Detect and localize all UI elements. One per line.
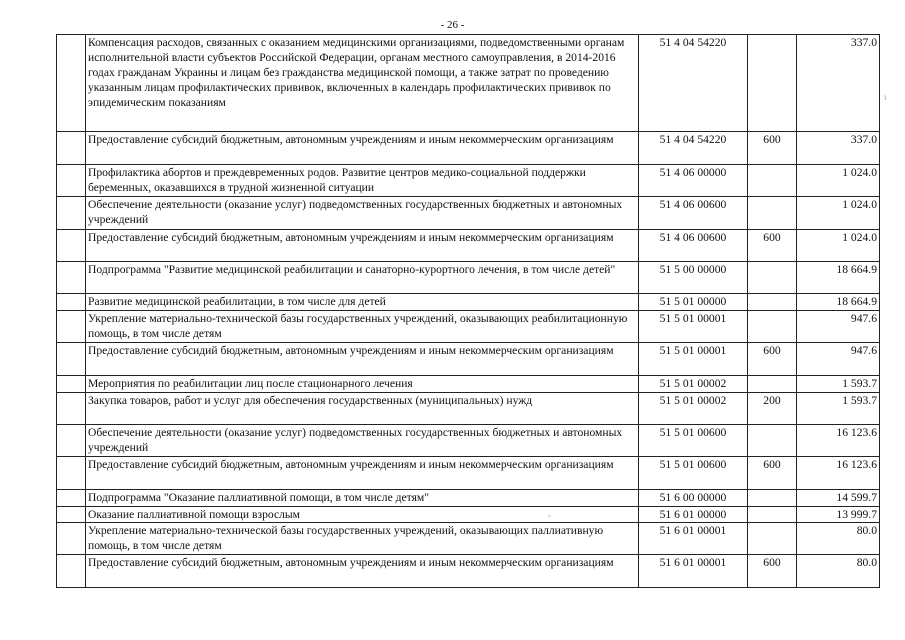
row-marker-cell xyxy=(57,230,86,262)
row-sum-cell: 1 593.7 xyxy=(797,376,880,393)
row-sum-cell: 80.0 xyxy=(797,555,880,588)
row-sum-cell: 337.0 xyxy=(797,132,880,165)
row-code-cell: 51 5 01 00001 xyxy=(639,311,748,343)
row-marker-cell xyxy=(57,294,86,311)
row-marker-cell xyxy=(57,197,86,230)
row-marker-cell xyxy=(57,490,86,507)
row-marker-cell xyxy=(57,555,86,588)
table-row xyxy=(57,457,880,490)
table-row xyxy=(57,35,880,132)
row-code-cell: 51 6 01 00001 xyxy=(639,555,748,588)
row-expense-type-cell xyxy=(748,197,797,230)
table-row xyxy=(57,197,880,230)
row-name-cell: Предоставление субсидий бюджетным, автономным учреждениям и иным некоммерческим организациям xyxy=(86,555,639,588)
row-code-cell: 51 6 01 00000 xyxy=(639,507,748,523)
row-code-cell: 51 6 01 00001 xyxy=(639,523,748,555)
row-code-cell: 51 5 01 00001 xyxy=(639,343,748,376)
row-sum-cell: 18 664.9 xyxy=(797,262,880,294)
row-marker-cell xyxy=(57,132,86,165)
table-row xyxy=(57,165,880,197)
row-expense-type-cell: 600 xyxy=(748,457,797,490)
row-name-cell: Укрепление материально-технической базы государственных учреждений, оказывающих паллиативную помощь, в том числе детям xyxy=(86,523,639,555)
row-name-cell: Укрепление материально-технической базы государственных учреждений, оказывающих реабилитационную помощь, в том числе детям xyxy=(86,311,639,343)
scan-artifact-mark: ɩ xyxy=(884,92,887,102)
row-code-cell: 51 4 04 54220 xyxy=(639,35,748,132)
scan-artifact-mark: ᵛ xyxy=(548,512,551,522)
row-code-cell: 51 5 01 00000 xyxy=(639,294,748,311)
row-expense-type-cell xyxy=(748,311,797,343)
row-name-cell: Предоставление субсидий бюджетным, автономным учреждениям и иным некоммерческим организациям xyxy=(86,343,639,376)
row-sum-cell: 947.6 xyxy=(797,343,880,376)
row-name-cell: Обеспечение деятельности (оказание услуг) подведомственных государственных бюджетных и автономных учреждений xyxy=(86,197,639,230)
row-sum-cell: 16 123.6 xyxy=(797,425,880,457)
row-expense-type-cell: 600 xyxy=(748,132,797,165)
row-sum-cell: 1 024.0 xyxy=(797,197,880,230)
row-marker-cell xyxy=(57,523,86,555)
row-marker-cell xyxy=(57,311,86,343)
row-code-cell: 51 4 04 54220 xyxy=(639,132,748,165)
row-sum-cell: 337.0 xyxy=(797,35,880,132)
row-sum-cell: 947.6 xyxy=(797,311,880,343)
budget-table-body xyxy=(57,35,880,588)
table-row xyxy=(57,523,880,555)
row-name-cell: Закупка товаров, работ и услуг для обеспечения государственных (муниципальных) нужд xyxy=(86,393,639,425)
row-code-cell: 51 6 00 00000 xyxy=(639,490,748,507)
row-expense-type-cell: 600 xyxy=(748,555,797,588)
row-expense-type-cell xyxy=(748,262,797,294)
table-row xyxy=(57,507,880,523)
table-row xyxy=(57,425,880,457)
row-name-cell: Мероприятия по реабилитации лиц после стационарного лечения xyxy=(86,376,639,393)
page-number: - 26 - xyxy=(440,19,465,31)
row-sum-cell: 16 123.6 xyxy=(797,457,880,490)
row-expense-type-cell xyxy=(748,294,797,311)
row-code-cell: 51 4 06 00600 xyxy=(639,197,748,230)
row-name-cell: Предоставление субсидий бюджетным, автономным учреждениям и иным некоммерческим организациям xyxy=(86,132,639,165)
row-code-cell: 51 5 01 00600 xyxy=(639,457,748,490)
row-sum-cell: 13 999.7 xyxy=(797,507,880,523)
row-marker-cell xyxy=(57,262,86,294)
row-marker-cell xyxy=(57,393,86,425)
row-marker-cell xyxy=(57,376,86,393)
row-code-cell: 51 5 00 00000 xyxy=(639,262,748,294)
row-sum-cell: 1 024.0 xyxy=(797,165,880,197)
row-marker-cell xyxy=(57,165,86,197)
table-row xyxy=(57,490,880,507)
row-code-cell: 51 5 01 00600 xyxy=(639,425,748,457)
row-sum-cell: 80.0 xyxy=(797,523,880,555)
table-row xyxy=(57,230,880,262)
table-row xyxy=(57,132,880,165)
row-expense-type-cell xyxy=(748,165,797,197)
row-marker-cell xyxy=(57,35,86,132)
table-row xyxy=(57,294,880,311)
table-row xyxy=(57,311,880,343)
row-code-cell: 51 5 01 00002 xyxy=(639,393,748,425)
table-row xyxy=(57,555,880,588)
row-code-cell: 51 5 01 00002 xyxy=(639,376,748,393)
row-expense-type-cell xyxy=(748,35,797,132)
row-name-cell: Оказание паллиативной помощи взрослым xyxy=(86,507,639,523)
row-marker-cell xyxy=(57,343,86,376)
table-row xyxy=(57,343,880,376)
row-code-cell: 51 4 06 00000 xyxy=(639,165,748,197)
row-name-cell: Компенсация расходов, связанных с оказанием медицинскими организациями, подведомственными органам исполнительной власти субъектов Российской Федерации, органам местного самоуправления, в 2014-2016 годах гражданам Украины и лицам без гражданства медицинской помощи, а также затрат по проведению указанным лицам профилактических прививок, включенных в календарь профилактических прививок по эпидемическим показаниям xyxy=(86,35,639,132)
row-sum-cell: 1 593.7 xyxy=(797,393,880,425)
row-name-cell: Обеспечение деятельности (оказание услуг) подведомственных государственных бюджетных и автономных учреждений xyxy=(86,425,639,457)
row-name-cell: Подпрограмма "Оказание паллиативной помощи, в том числе детям" xyxy=(86,490,639,507)
row-marker-cell xyxy=(57,425,86,457)
row-code-cell: 51 4 06 00600 xyxy=(639,230,748,262)
row-sum-cell: 1 024.0 xyxy=(797,230,880,262)
row-marker-cell xyxy=(57,457,86,490)
row-expense-type-cell: 600 xyxy=(748,343,797,376)
table-row xyxy=(57,262,880,294)
row-expense-type-cell xyxy=(748,425,797,457)
row-name-cell: Развитие медицинской реабилитации, в том числе для детей xyxy=(86,294,639,311)
row-expense-type-cell xyxy=(748,490,797,507)
row-name-cell: Предоставление субсидий бюджетным, автономным учреждениям и иным некоммерческим организациям xyxy=(86,230,639,262)
row-expense-type-cell xyxy=(748,376,797,393)
row-expense-type-cell xyxy=(748,523,797,555)
row-sum-cell: 14 599.7 xyxy=(797,490,880,507)
row-marker-cell xyxy=(57,507,86,523)
row-expense-type-cell: 200 xyxy=(748,393,797,425)
table-row xyxy=(57,376,880,393)
row-name-cell: Предоставление субсидий бюджетным, автономным учреждениям и иным некоммерческим организациям xyxy=(86,457,639,490)
row-name-cell: Подпрограмма "Развитие медицинской реабилитации и санаторно-курортного лечения, в том числе детей" xyxy=(86,262,639,294)
budget-table xyxy=(56,34,880,588)
row-expense-type-cell xyxy=(748,507,797,523)
row-name-cell: Профилактика абортов и преждевременных родов. Развитие центров медико-социальной поддержки беременных, оказавшихся в трудной жизненной ситуации xyxy=(86,165,639,197)
row-expense-type-cell: 600 xyxy=(748,230,797,262)
row-sum-cell: 18 664.9 xyxy=(797,294,880,311)
table-row xyxy=(57,393,880,425)
